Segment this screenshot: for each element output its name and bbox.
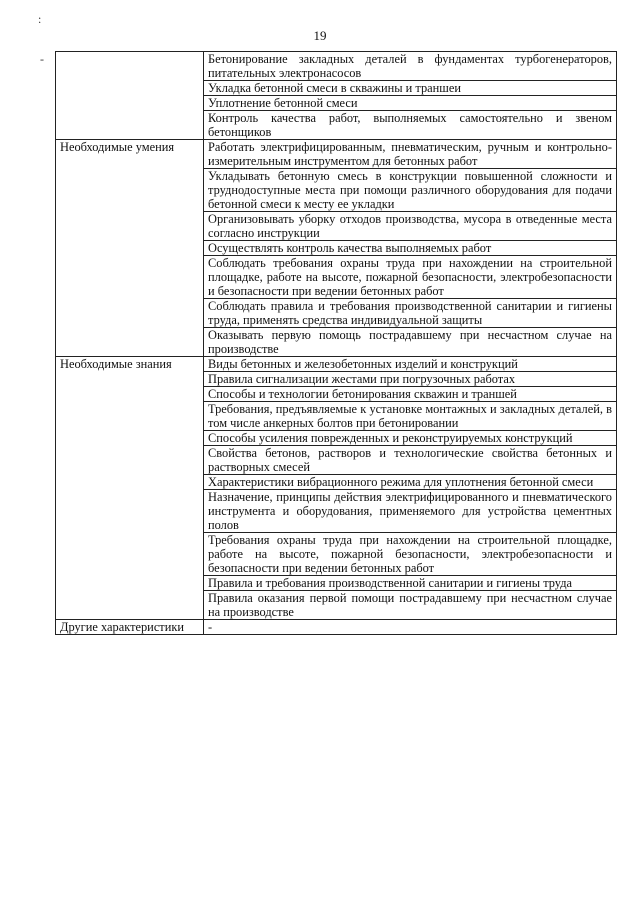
table-cell: Оказывать первую помощь пострадавшему при несчастном случае на производстве	[204, 328, 617, 357]
table-cell: Правила оказания первой помощи пострадавшему при несчастном случае на производстве	[204, 591, 617, 620]
table-cell: Правила и требования производственной санитарии и гигиены труда	[204, 576, 617, 591]
table-cell: Укладка бетонной смеси в скважины и траншеи	[204, 81, 617, 96]
table-cell: Уплотнение бетонной смеси	[204, 96, 617, 111]
characteristics-table	[55, 51, 617, 635]
table-cell: Требования, предъявляемые к установке монтажных и закладных деталей, в том числе анкерных болтов при бетонировании	[204, 402, 617, 431]
page-number: 19	[313, 28, 327, 43]
skills-label: Необходимые умения	[56, 140, 204, 357]
table-cell: Работать электрифицированным, пневматическим, ручным и контрольно-измерительным инструментом для бетонных работ	[204, 140, 617, 169]
table-cell: Осуществлять контроль качества выполняемых работ	[204, 241, 617, 256]
table-cell: Бетонирование закладных деталей в фундаментах турбогенераторов, питательных электронасосов	[204, 52, 617, 81]
table-row	[56, 357, 617, 372]
other-label: Другие характеристики	[56, 620, 204, 635]
table-row	[56, 52, 617, 81]
table-cell: Требования охраны труда при нахождении на строительной площадке, работе на высоте, пожарной безопасности, электробезопасности и безопасности при ведении бетонных работ	[204, 533, 617, 576]
knowledge-label: Необходимые знания	[56, 357, 204, 620]
table-cell: Соблюдать правила и требования производственной санитарии и гигиены труда, применять средства индивидуальной защиты	[204, 299, 617, 328]
table-cell: Соблюдать требования охраны труда при нахождении на строительной площадке, работе на высоте, пожарной безопасности, электробезопасности и безопасности при ведении бетонных работ	[204, 256, 617, 299]
table-cell: Организовывать уборку отходов производства, мусора в отведенные места согласно инструкции	[204, 212, 617, 241]
other-value: -	[204, 620, 617, 635]
table-cell: Свойства бетонов, растворов и технологические свойства бетонных и растворных смесей	[204, 446, 617, 475]
table-cell: Способы усиления поврежденных и реконструируемых конструкций	[204, 431, 617, 446]
scan-mark: :	[38, 12, 42, 26]
scan-mark: -	[40, 52, 44, 66]
table-row	[56, 140, 617, 169]
empty-label-cell	[56, 52, 204, 140]
table-cell: Виды бетонных и железобетонных изделий и конструкций	[204, 357, 617, 372]
table-cell: Укладывать бетонную смесь в конструкции повышенной сложности и труднодоступные места при помощи различного оборудования для подачи бетонной смеси к месту ее укладки	[204, 169, 617, 212]
table-cell: Контроль качества работ, выполняемых самостоятельно и звеном бетонщиков	[204, 111, 617, 140]
table-row	[56, 620, 617, 635]
table-cell: Характеристики вибрационного режима для уплотнения бетонной смеси	[204, 475, 617, 490]
table-cell: Способы и технологии бетонирования скважин и траншей	[204, 387, 617, 402]
table-cell: Назначение, принципы действия электрифицированного и пневматического инструмента и оборудования, применяемого для устройства цементных полов	[204, 490, 617, 533]
table-cell: Правила сигнализации жестами при погрузочных работах	[204, 372, 617, 387]
